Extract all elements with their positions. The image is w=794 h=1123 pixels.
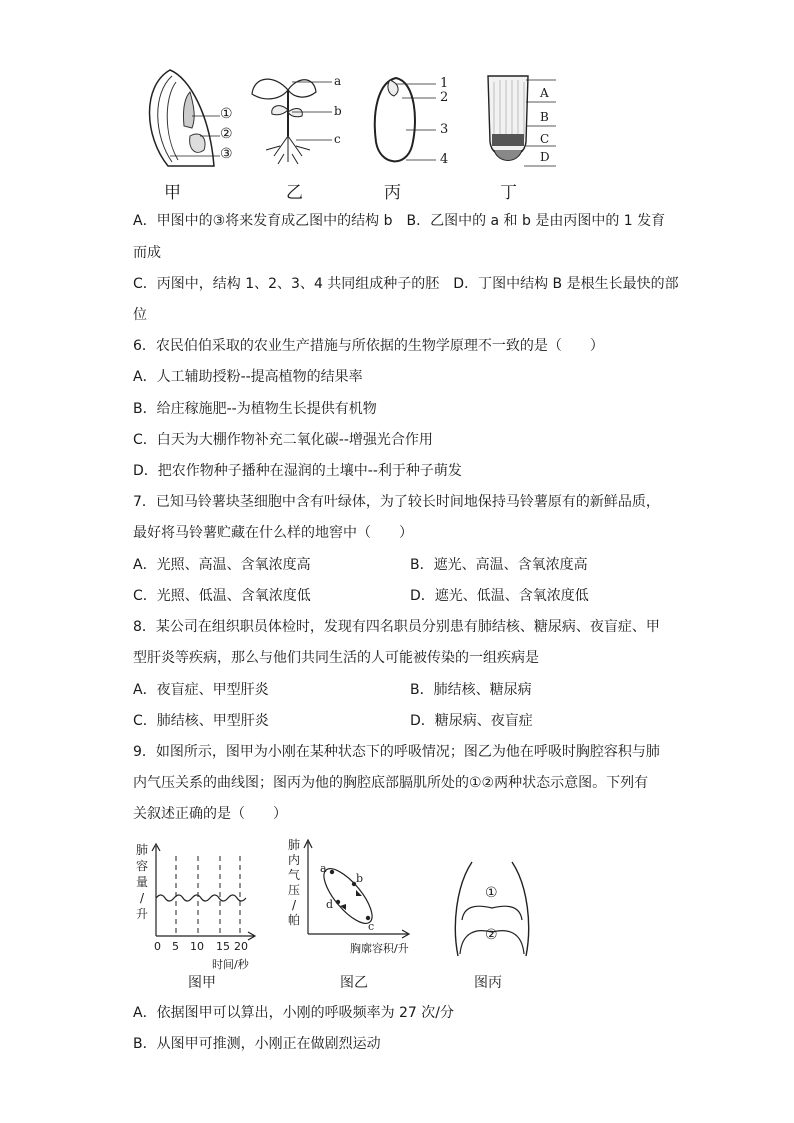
q8-stem-line2: 型肝炎等疾病，那么与他们共同生活的人可能被传染的一组疾病是: [133, 650, 539, 666]
fig-jia-ylabel-char: /: [139, 891, 145, 905]
q9-option-b: B．从图甲可推测，小刚正在做剧烈运动: [133, 1036, 381, 1052]
fig-jia-xtick: 10: [190, 940, 204, 953]
fig-yi-ylabel-char: /: [291, 898, 297, 912]
fig-jia-ylabel-char: 量: [135, 875, 148, 889]
point-label-a: a: [320, 862, 327, 875]
diaphragm-marker-2: ②: [485, 927, 498, 943]
marker-b: b: [334, 104, 342, 118]
marker-C: C: [540, 132, 550, 146]
fig-jia-xtick: 5: [172, 940, 179, 953]
q5-option-a-b-line1: A．甲图中的③将来发育成乙图中的结构 b B．乙图中的 a 和 b 是由丙图中的 1 发育: [133, 213, 666, 229]
q6-option-a: A．人工辅助授粉--提高植物的结果率: [133, 369, 363, 385]
point-label-d: d: [326, 898, 334, 911]
q5-option-a-b-line2: 而成: [133, 245, 161, 261]
q7-option-d: D．遮光、低温、含氧浓度低: [410, 588, 589, 604]
fig-yi-xlabel: 胸廓容积/升: [350, 942, 409, 955]
point-label-c: c: [368, 920, 375, 933]
q7-stem-line1: 7．已知马铃薯块茎细胞中含有叶绿体，为了较长时间地保持马铃薯原有的新鲜品质，: [133, 494, 660, 510]
marker-num-3: 3: [440, 122, 449, 137]
marker-c: c: [334, 132, 341, 146]
q7-option-a: A．光照、高温、含氧浓度高: [133, 557, 311, 573]
fig-jia-ylabel-char: 容: [135, 859, 148, 873]
q6-option-d: D．把农作物种子播种在湿润的土壤中--利于种子萌发: [133, 463, 462, 479]
marker-B: B: [540, 110, 549, 124]
fig-yi-caption: 图乙: [340, 975, 368, 991]
q8-option-d: D．糖尿病、夜盲症: [410, 713, 533, 729]
diaphragm-diagram: [450, 856, 534, 960]
breathing-volume-chart: [150, 842, 260, 942]
q5-option-c-d-line2: 位: [133, 307, 147, 323]
q8-option-a: A．夜盲症、甲型肝炎: [133, 682, 269, 698]
q8-option-b: B．肺结核、糖尿病: [410, 682, 532, 698]
q6-stem: 6．农民伯伯采取的农业生产措施与所依据的生物学原理不一致的是（ ）: [133, 338, 604, 354]
figure-bing-label: 丙: [384, 183, 401, 203]
fig-bing-caption: 图丙: [474, 975, 502, 991]
figure-ding-label: 丁: [500, 183, 517, 203]
marker-3: ③: [220, 146, 233, 162]
fig-jia-xtick: 0: [154, 940, 161, 953]
fig-jia-xtick: 15: [216, 940, 230, 953]
fig-jia-xlabel: 时间/秒: [212, 958, 249, 971]
q8-option-c: C．肺结核、甲型肝炎: [133, 713, 269, 729]
fig-jia-caption: 图甲: [188, 975, 216, 991]
marker-1: ①: [220, 106, 233, 122]
fig-jia-ylabel-char: 升: [135, 907, 148, 921]
fig-jia-xticks: [152, 940, 262, 954]
point-label-b: b: [356, 872, 364, 885]
fig-yi-ylabel: [286, 838, 302, 928]
fig-yi-ylabel-char: 内: [287, 853, 300, 867]
q7-stem-line2: 最好将马铃薯贮藏在什么样的地窖中（ ）: [133, 525, 413, 541]
q9-option-a: A．依据图甲可以算出，小刚的呼吸频率为 27 次/分: [133, 1005, 455, 1021]
figure-jia-label: 甲: [164, 183, 181, 203]
q9-stem-line2: 内气压关系的曲线图；图丙为他的胸腔底部膈肌所处的①②两种状态示意图。下列有: [133, 775, 649, 791]
q6-option-c: C．白天为大棚作物补充二氧化碳--增强光合作用: [133, 432, 433, 448]
marker-2: ②: [220, 126, 233, 142]
marker-num-1: 1: [440, 76, 449, 91]
fig-jia-xtick: 20: [234, 940, 248, 953]
q5-option-c-d-line1: C．丙图中，结构 1、2、3、4 共同组成种子的胚 D．丁图中结构 B 是根生长最快的部: [133, 276, 679, 292]
marker-A: A: [540, 86, 549, 100]
fig-yi-ylabel-char: 压: [287, 883, 300, 897]
q7-option-c: C．光照、低温、含氧浓度低: [133, 588, 311, 604]
figure-yi-label: 乙: [286, 183, 303, 203]
q9-stem-line1: 9．如图所示，图甲为小刚在某种状态下的呼吸情况；图乙为他在呼吸时胸腔容积与肺: [133, 744, 660, 760]
marker-num-4: 4: [440, 152, 449, 167]
fig-yi-ylabel-char: 肺: [287, 838, 300, 852]
q7-option-b: B．遮光、高温、含氧浓度高: [410, 557, 588, 573]
fig-jia-ylabel: [134, 842, 150, 922]
marker-D: D: [540, 150, 550, 164]
marker-a: a: [334, 74, 342, 88]
fig-yi-ylabel-char: 帕: [287, 913, 300, 927]
pressure-volume-chart: [304, 838, 414, 940]
q6-option-b: B．给庄稼施肥--为植物生长提供有机物: [133, 401, 377, 417]
fig-jia-ylabel-char: 肺: [135, 843, 148, 857]
q9-stem-line3: 关叙述正确的是（ ）: [133, 806, 287, 822]
marker-num-2: 2: [440, 90, 449, 105]
fig-yi-ylabel-char: 气: [287, 868, 300, 882]
q8-stem-line1: 8．某公司在组织职员体检时，发现有四名职员分别患有肺结核、糖尿病、夜盲症、甲: [133, 619, 660, 635]
diaphragm-marker-1: ①: [485, 885, 498, 901]
